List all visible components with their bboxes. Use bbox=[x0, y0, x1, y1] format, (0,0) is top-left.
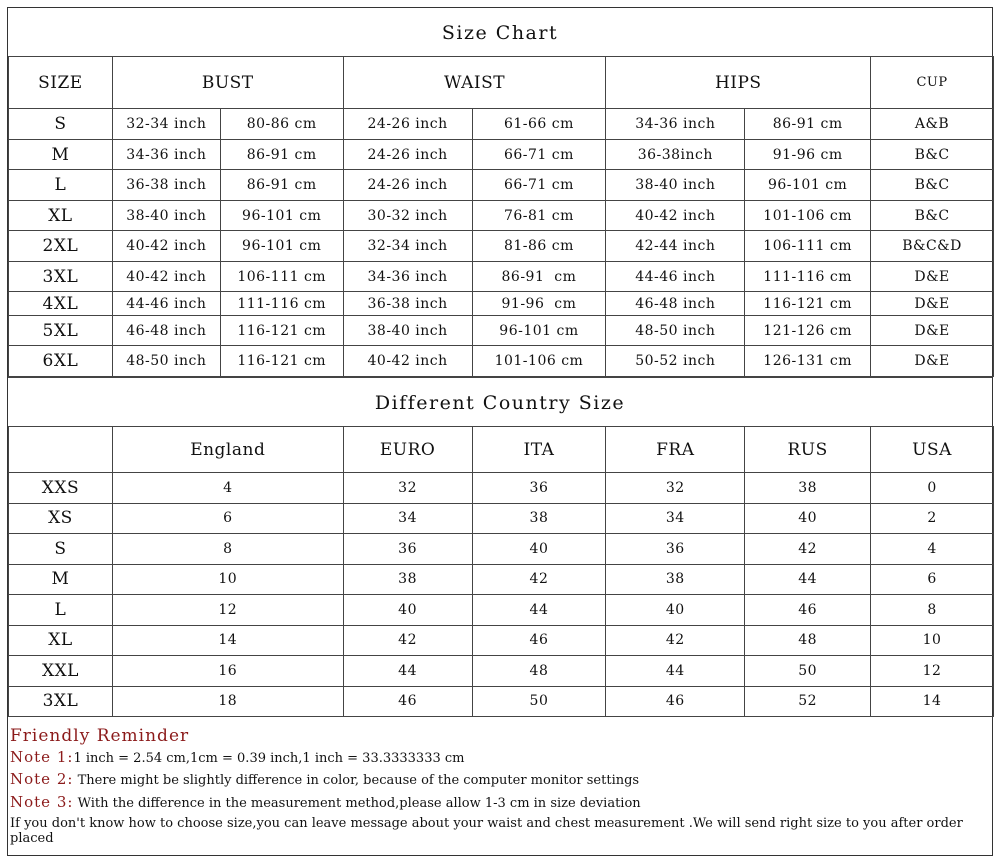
country-size-row bbox=[9, 595, 994, 626]
size-chart-cell: 86-91 cm bbox=[220, 170, 343, 201]
country-size-cell: 46 bbox=[745, 595, 871, 626]
country-size-label-cell: XXS bbox=[9, 473, 113, 504]
country-size-cell: 4 bbox=[112, 473, 343, 504]
size-chart-cell: 36-38 inch bbox=[112, 170, 220, 201]
reminder-heading: Friendly Reminder bbox=[10, 726, 190, 746]
country-size-cell: 34 bbox=[343, 503, 472, 534]
country-size-cell: 36 bbox=[472, 473, 606, 504]
country-size-cell: 14 bbox=[112, 625, 343, 656]
country-size-cell: 40 bbox=[606, 595, 745, 626]
country-size-cell: 38 bbox=[472, 503, 606, 534]
size-chart-cell: 111-116 cm bbox=[745, 262, 871, 292]
size-chart-cell: 38-40 inch bbox=[112, 201, 220, 231]
note-3-text: With the difference in the measurement method,please allow 1-3 cm in size deviation bbox=[77, 795, 641, 811]
size-label-cell: 4XL bbox=[9, 292, 113, 316]
country-size-cell: 4 bbox=[871, 534, 994, 565]
size-chart-cell: 116-121 cm bbox=[220, 346, 343, 377]
note-1-text: 1 inch = 2.54 cm,1cm = 0.39 inch,1 inch = 33.3333333 cm bbox=[73, 750, 465, 766]
size-label-cell: 3XL bbox=[9, 262, 113, 292]
size-chart-cell: D&E bbox=[871, 346, 994, 377]
size-chart-cell: 96-101 cm bbox=[472, 316, 606, 346]
country-size-cell: 12 bbox=[112, 595, 343, 626]
size-label-cell: M bbox=[9, 140, 113, 170]
country-size-cell: 44 bbox=[472, 595, 606, 626]
size-chart-row bbox=[9, 140, 994, 170]
country-size-cell: 8 bbox=[871, 595, 994, 626]
size-chart-cell: 81-86 cm bbox=[472, 231, 606, 262]
size-chart-cell: 46-48 inch bbox=[112, 316, 220, 346]
note-3-label: Note 3: bbox=[10, 792, 74, 811]
size-chart-cell: B&C bbox=[871, 201, 994, 231]
size-chart-row bbox=[9, 262, 994, 292]
country-header-cell: EURO bbox=[343, 427, 472, 473]
size-chart-cell: 34-36 inch bbox=[606, 109, 745, 140]
size-chart-cell: 48-50 inch bbox=[112, 346, 220, 377]
size-chart-cell: 24-26 inch bbox=[343, 170, 472, 201]
size-chart-cell: 116-121 cm bbox=[220, 316, 343, 346]
size-chart-cell: 126-131 cm bbox=[745, 346, 871, 377]
country-size-cell: 10 bbox=[871, 625, 994, 656]
size-chart-cell: 24-26 inch bbox=[343, 109, 472, 140]
size-chart-cell: 44-46 inch bbox=[606, 262, 745, 292]
size-chart-cell: 40-42 inch bbox=[343, 346, 472, 377]
size-label-cell: 2XL bbox=[9, 231, 113, 262]
size-chart-cell: 30-32 inch bbox=[343, 201, 472, 231]
country-size-label-cell: XXL bbox=[9, 656, 113, 687]
country-size-row bbox=[9, 534, 994, 565]
size-chart-cell: 76-81 cm bbox=[472, 201, 606, 231]
country-size-cell: 40 bbox=[343, 595, 472, 626]
country-size-header-row bbox=[9, 427, 994, 473]
country-size-cell: 2 bbox=[871, 503, 994, 534]
size-chart-cell: 96-101 cm bbox=[745, 170, 871, 201]
country-size-row bbox=[9, 473, 994, 504]
size-label-cell: S bbox=[9, 109, 113, 140]
size-chart-cell: 80-86 cm bbox=[220, 109, 343, 140]
size-advice-footer: If you don't know how to choose size,you can leave message about your waist and chest measurement .We will send right size to you after order placed bbox=[10, 816, 963, 846]
size-chart-row bbox=[9, 316, 994, 346]
size-chart-row bbox=[9, 231, 994, 262]
size-label-cell: XL bbox=[9, 201, 113, 231]
country-size-label-cell: 3XL bbox=[9, 686, 113, 717]
size-chart-cell: 48-50 inch bbox=[606, 316, 745, 346]
note-2 bbox=[10, 769, 990, 792]
country-size-cell: 42 bbox=[606, 625, 745, 656]
cup-header: CUP bbox=[871, 57, 994, 109]
size-chart-cell: B&C&D bbox=[871, 231, 994, 262]
size-chart-cell: 106-111 cm bbox=[220, 262, 343, 292]
size-chart-row bbox=[9, 346, 994, 377]
country-size-cell: 42 bbox=[343, 625, 472, 656]
size-chart-cell: 96-101 cm bbox=[220, 231, 343, 262]
country-size-row bbox=[9, 503, 994, 534]
size-chart-title: Size Chart bbox=[8, 8, 992, 57]
size-chart-cell: 116-121 cm bbox=[745, 292, 871, 316]
size-chart-cell: 91-96 cm bbox=[472, 292, 606, 316]
size-chart-cell: 91-96 cm bbox=[745, 140, 871, 170]
size-chart-cell: A&B bbox=[871, 109, 994, 140]
country-header-cell bbox=[9, 427, 113, 473]
country-size-cell: 48 bbox=[472, 656, 606, 687]
country-size-cell: 6 bbox=[871, 564, 994, 595]
country-size-row bbox=[9, 625, 994, 656]
country-size-title: Different Country Size bbox=[8, 377, 992, 427]
country-header-cell: USA bbox=[871, 427, 994, 473]
country-size-cell: 34 bbox=[606, 503, 745, 534]
size-chart-cell: B&C bbox=[871, 140, 994, 170]
size-chart-cell: D&E bbox=[871, 292, 994, 316]
country-size-label-cell: XL bbox=[9, 625, 113, 656]
country-size-cell: 10 bbox=[112, 564, 343, 595]
country-size-cell: 14 bbox=[871, 686, 994, 717]
country-size-cell: 46 bbox=[343, 686, 472, 717]
size-chart-cell: 106-111 cm bbox=[745, 231, 871, 262]
country-size-row bbox=[9, 686, 994, 717]
size-chart-cell: 86-91 cm bbox=[745, 109, 871, 140]
country-size-cell: 16 bbox=[112, 656, 343, 687]
note-1 bbox=[10, 747, 990, 770]
size-chart-cell: 32-34 inch bbox=[343, 231, 472, 262]
country-size-row bbox=[9, 656, 994, 687]
size-chart-row bbox=[9, 109, 994, 140]
country-size-cell: 8 bbox=[112, 534, 343, 565]
country-header-cell: FRA bbox=[606, 427, 745, 473]
country-size-cell: 38 bbox=[343, 564, 472, 595]
country-size-cell: 32 bbox=[606, 473, 745, 504]
country-size-cell: 50 bbox=[745, 656, 871, 687]
country-size-cell: 44 bbox=[606, 656, 745, 687]
country-size-cell: 32 bbox=[343, 473, 472, 504]
size-chart-row bbox=[9, 170, 994, 201]
country-size-cell: 46 bbox=[606, 686, 745, 717]
note-1-label: Note 1: bbox=[10, 747, 74, 766]
size-header: SIZE bbox=[9, 57, 113, 109]
friendly-reminder bbox=[10, 726, 990, 846]
size-chart-cell: 66-71 cm bbox=[472, 170, 606, 201]
size-chart-cell: 34-36 inch bbox=[343, 262, 472, 292]
size-chart-cell: 40-42 inch bbox=[606, 201, 745, 231]
size-label-cell: L bbox=[9, 170, 113, 201]
size-chart-cell: 61-66 cm bbox=[472, 109, 606, 140]
size-chart-cell: 46-48 inch bbox=[606, 292, 745, 316]
size-chart-cell: 40-42 inch bbox=[112, 231, 220, 262]
country-size-table bbox=[8, 426, 994, 717]
size-chart-cell: 86-91 cm bbox=[220, 140, 343, 170]
country-size-label-cell: S bbox=[9, 534, 113, 565]
country-header-cell: England bbox=[112, 427, 343, 473]
country-size-cell: 38 bbox=[745, 473, 871, 504]
country-size-label-cell: XS bbox=[9, 503, 113, 534]
size-chart-cell: 66-71 cm bbox=[472, 140, 606, 170]
country-header-cell: ITA bbox=[472, 427, 606, 473]
country-size-row bbox=[9, 564, 994, 595]
country-size-cell: 44 bbox=[343, 656, 472, 687]
country-size-cell: 36 bbox=[606, 534, 745, 565]
country-size-cell: 12 bbox=[871, 656, 994, 687]
size-chart-cell: 111-116 cm bbox=[220, 292, 343, 316]
size-label-cell: 5XL bbox=[9, 316, 113, 346]
size-chart-cell: 24-26 inch bbox=[343, 140, 472, 170]
size-chart-cell: 38-40 inch bbox=[606, 170, 745, 201]
note-3 bbox=[10, 792, 990, 815]
country-size-cell: 6 bbox=[112, 503, 343, 534]
size-chart-cell: B&C bbox=[871, 170, 994, 201]
country-size-label-cell: M bbox=[9, 564, 113, 595]
size-label-cell: 6XL bbox=[9, 346, 113, 377]
country-size-cell: 52 bbox=[745, 686, 871, 717]
size-chart-cell: 36-38 inch bbox=[343, 292, 472, 316]
size-chart-cell: 42-44 inch bbox=[606, 231, 745, 262]
country-size-cell: 50 bbox=[472, 686, 606, 717]
size-chart-cell: 96-101 cm bbox=[220, 201, 343, 231]
size-chart-header-row bbox=[9, 57, 994, 109]
size-chart-cell: D&E bbox=[871, 262, 994, 292]
country-size-cell: 0 bbox=[871, 473, 994, 504]
size-chart-cell: 34-36 inch bbox=[112, 140, 220, 170]
size-chart-cell: 86-91 cm bbox=[472, 262, 606, 292]
country-size-label-cell: L bbox=[9, 595, 113, 626]
size-chart-cell: 101-106 cm bbox=[472, 346, 606, 377]
size-chart-row bbox=[9, 201, 994, 231]
size-chart-cell: 40-42 inch bbox=[112, 262, 220, 292]
country-size-cell: 36 bbox=[343, 534, 472, 565]
country-size-cell: 44 bbox=[745, 564, 871, 595]
size-chart-cell: 121-126 cm bbox=[745, 316, 871, 346]
hips-header: HIPS bbox=[606, 57, 871, 109]
waist-header: WAIST bbox=[343, 57, 606, 109]
country-size-cell: 38 bbox=[606, 564, 745, 595]
country-header-cell: RUS bbox=[745, 427, 871, 473]
bust-header: BUST bbox=[112, 57, 343, 109]
country-size-cell: 42 bbox=[472, 564, 606, 595]
size-chart-sheet bbox=[7, 7, 993, 856]
size-chart-cell: 44-46 inch bbox=[112, 292, 220, 316]
country-size-cell: 46 bbox=[472, 625, 606, 656]
size-chart-cell: 101-106 cm bbox=[745, 201, 871, 231]
note-2-label: Note 2: bbox=[10, 770, 74, 788]
size-chart-cell: 32-34 inch bbox=[112, 109, 220, 140]
size-chart-cell: 38-40 inch bbox=[343, 316, 472, 346]
size-chart-cell: D&E bbox=[871, 316, 994, 346]
size-chart-cell: 36-38inch bbox=[606, 140, 745, 170]
size-chart-cell: 50-52 inch bbox=[606, 346, 745, 377]
country-size-cell: 40 bbox=[472, 534, 606, 565]
country-size-cell: 40 bbox=[745, 503, 871, 534]
note-2-text: There might be slightly difference in color, because of the computer monitor settings bbox=[77, 773, 640, 788]
size-chart-table bbox=[8, 56, 994, 377]
country-size-cell: 42 bbox=[745, 534, 871, 565]
country-size-cell: 18 bbox=[112, 686, 343, 717]
size-chart-row bbox=[9, 292, 994, 316]
country-size-cell: 48 bbox=[745, 625, 871, 656]
